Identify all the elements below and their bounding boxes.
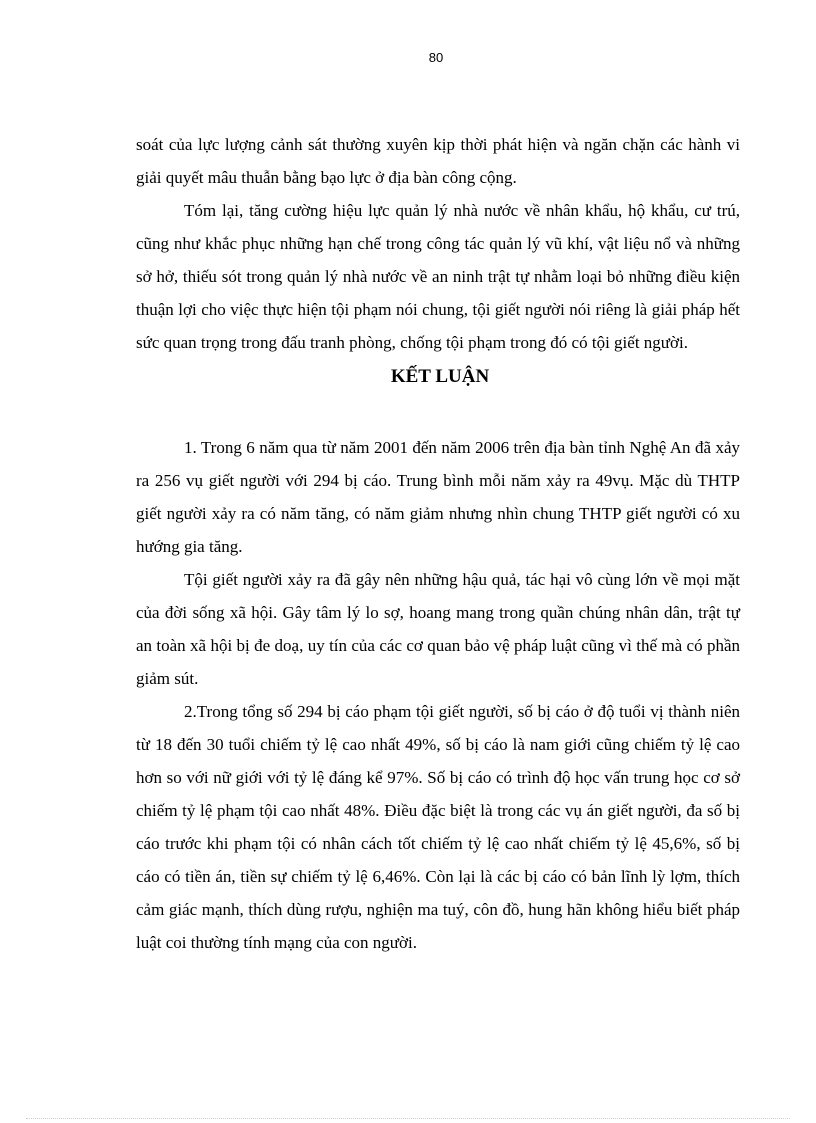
conclusion-heading: KẾT LUẬN <box>390 366 490 387</box>
page-bottom-divider <box>26 1118 790 1119</box>
conclusion-paragraph-1: 1. Trong 6 năm qua từ năm 2001 đến năm 2006 trên địa bàn tỉnh Nghệ An đã xảy ra 256 vụ giết người với 294 bị cáo. Trung bình mỗi năm xảy ra 49vụ. Mặc dù THTP giết người xảy ra có năm tăng, có năm giảm nhưng nhìn chung THTP giết người có xu hướng gia tăng. <box>136 438 740 556</box>
summary-paragraph: Tóm lại, tăng cường hiệu lực quản lý nhà nước về nhân khẩu, hộ khẩu, cư trú, cũng như khắc phục những hạn chế trong công tác quản lý vũ khí, vật liệu nổ và những sở hở, thiếu sót trong quản lý nhà nước về an ninh trật tự nhằm loại bỏ những điều kiện thuận lợi cho việc thực hiện tội phạm nói chung, tội giết người nói riêng là giải pháp hết sức quan trọng trong đấu tranh phòng, chống tội phạm trong đó có tội giết người. <box>136 201 740 352</box>
heading-spacer <box>136 395 740 431</box>
page-number: 80 <box>428 50 444 65</box>
document-body <box>136 128 740 959</box>
continued-paragraph: soát của lực lượng cảnh sát thường xuyên kịp thời phát hiện và ngăn chặn các hành vi giải quyết mâu thuẫn bằng bạo lực ở địa bàn công cộng. <box>136 135 740 187</box>
conclusion-paragraph-2: Tội giết người xảy ra đã gây nên những hậu quả, tác hại vô cùng lớn về mọi mặt của đời sống xã hội. Gây tâm lý lo sợ, hoang mang trong quần chúng nhân dân, trật tự an toàn xã hội bị đe doạ, uy tín của các cơ quan bảo vệ pháp luật cũng vì thế mà có phần giảm sút. <box>136 570 740 688</box>
conclusion-paragraph-3: 2.Trong tổng số 294 bị cáo phạm tội giết người, số bị cáo ở độ tuổi vị thành niên từ 18 đến 30 tuổi chiếm tỷ lệ cao nhất 49%, số bị cáo là nam giới cũng chiếm tỷ lệ cao hơn so với nữ giới với tỷ lệ đáng kể 97%. Số bị cáo có trình độ học vấn trung học cơ sở chiếm tỷ lệ phạm tội cao nhất 48%. Điều đặc biệt là trong các vụ án giết người, đa số bị cáo trước khi phạm tội có nhân cách tốt chiếm tỷ lệ cao nhất chiếm tỷ lệ 45,6%, số bị cáo có tiền án, tiền sự chiếm tỷ lệ 6,46%. Còn lại là các bị cáo có bản lĩnh lỳ lợm, thích cảm giác mạnh, thích dùng rượu, nghiện ma tuý, côn đồ, hung hãn không hiểu biết pháp luật coi thường tính mạng của con người. <box>136 702 740 952</box>
